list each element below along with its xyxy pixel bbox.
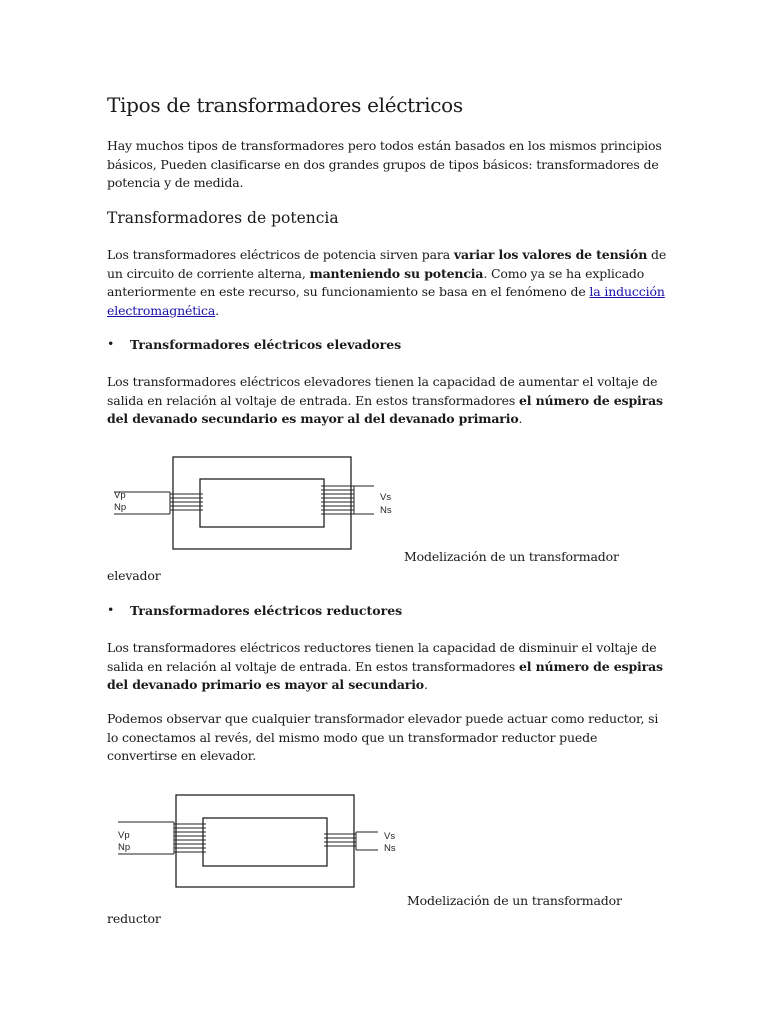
label-vp: Vp: [118, 830, 130, 841]
figure-caption-elevador-2: elevador: [107, 568, 161, 583]
core-inner: [200, 479, 324, 527]
figure-caption-reductor-2: reductor: [107, 911, 161, 926]
potencia-paragraph: Los transformadores eléctricos de potencia sirven para variar los valores de tensión de un circuito de corriente alterna, manteniendo su potencia. Como ya se ha explicado anteriormente en este recurso, su funcionamiento se basa en el fenómeno de la inducción electromagnética.: [107, 247, 667, 318]
label-np: Np: [114, 502, 127, 513]
figure-caption-elevador-1: Modelización de un transformador: [404, 549, 619, 564]
label-vs: Vs: [384, 831, 396, 842]
transformer-elevador-diagram: [108, 452, 408, 556]
bullet-elevadores: • Transformadores eléctricos elevadores: [107, 336, 402, 352]
core-inner: [203, 818, 327, 866]
elevadores-paragraph: Los transformadores eléctricos elevadores tienen la capacidad de aumentar el voltaje de salida en relación al voltaje de entrada. En estos transformadores el número de espiras del devanado secundario es mayor al del devanado primario.: [107, 374, 663, 426]
label-np: Np: [118, 842, 131, 853]
intro-paragraph: Hay muchos tipos de transformadores pero todos están basados en los mismos principios básicos, Pueden clasificarse en dos grandes grupos de tipos básicos: transformadores de potencia y de medida.: [107, 138, 662, 190]
section-heading-potencia: Transformadores de potencia: [107, 209, 339, 227]
bullet-dot-icon: •: [107, 336, 115, 351]
page-title: Tipos de transformadores eléctricos: [107, 93, 463, 117]
label-vs: Vs: [380, 492, 392, 503]
label-vp: Vp: [114, 490, 126, 501]
bullet-dot-icon: •: [107, 602, 115, 617]
induccion-link[interactable]: la inducción electromagnética: [107, 284, 665, 318]
transformer-reductor-diagram: [112, 792, 412, 892]
figure-caption-reductor-1: Modelización de un transformador: [407, 893, 622, 908]
reductores-paragraph-2: Podemos observar que cualquier transformador elevador puede actuar como reductor, si lo conectamos al revés, del mismo modo que un transformador reductor puede convertirse en elevador.: [107, 711, 659, 763]
reductores-paragraph: Los transformadores eléctricos reductores tienen la capacidad de disminuir el voltaje de salida en relación al voltaje de entrada. En estos transformadores el número de espiras del devanado primario es mayor al secundario.: [107, 640, 663, 692]
bullet-reductores: • Transformadores eléctricos reductores: [107, 602, 403, 618]
label-ns: Ns: [380, 505, 392, 516]
label-ns: Ns: [384, 843, 396, 854]
